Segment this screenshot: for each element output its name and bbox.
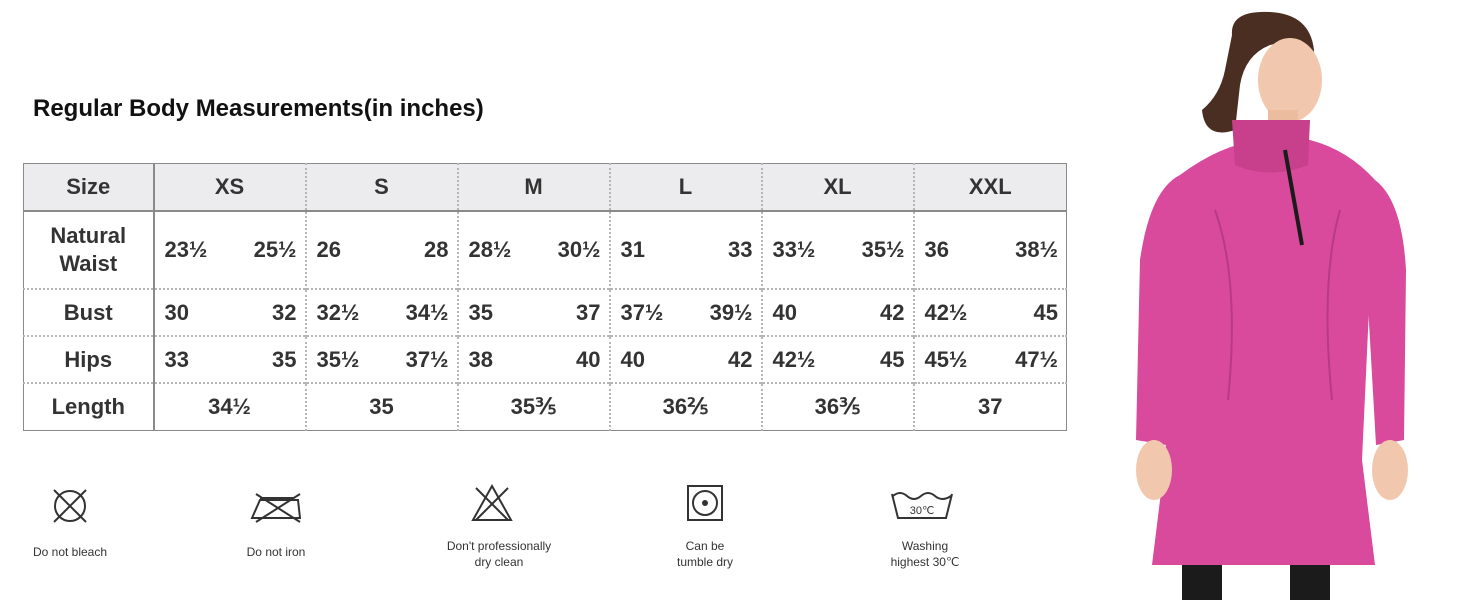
bust-xl-min: 40 (772, 299, 797, 325)
length-m-cell: 35⅗ (458, 383, 610, 431)
bust-s-cell (306, 289, 458, 336)
hips-xxl-min: 45½ (924, 346, 968, 372)
bust-xxl-cell (914, 289, 1067, 336)
page-title: Regular Body Measurements(in inches) (33, 95, 484, 122)
size-header-label: Size (24, 164, 154, 212)
bust-xs-cell (154, 289, 306, 336)
bust-s-min: 32½ (316, 299, 360, 325)
tumble-dry-icon (686, 484, 724, 522)
waist-m-min: 28½ (468, 237, 512, 262)
bust-xl-max: 42 (880, 299, 905, 325)
bust-l-min: 37½ (620, 299, 664, 325)
hips-xxl-max: 47½ (1015, 346, 1058, 372)
size-header-row (24, 164, 1067, 212)
waist-l-max: 33 (728, 237, 753, 262)
wash-temperature: 30℃ (909, 505, 935, 517)
hips-s-cell (306, 336, 458, 383)
bust-label: Bust (24, 289, 154, 336)
waist-xs-cell (154, 211, 306, 289)
do-not-iron-icon (248, 490, 304, 524)
hips-m-cell (458, 336, 610, 383)
model-photo (1120, 0, 1464, 600)
hips-l-min: 40 (620, 346, 645, 372)
tumble-dry-label: Can be tumble dry (676, 539, 734, 569)
hips-m-max: 40 (576, 346, 601, 372)
waist-row (24, 211, 1067, 289)
size-m-header: M (458, 164, 610, 212)
length-row (24, 383, 1067, 431)
bust-xs-min: 30 (164, 299, 189, 325)
waist-l-cell (610, 211, 762, 289)
size-s-header: S (306, 164, 458, 212)
waist-l-min: 31 (620, 237, 645, 262)
length-l-cell: 36⅖ (610, 383, 762, 431)
wash-30-icon (890, 488, 954, 522)
bust-l-cell (610, 289, 762, 336)
hips-label: Hips (24, 336, 154, 383)
waist-xl-cell (762, 211, 914, 289)
waist-xl-max: 35½ (861, 237, 905, 262)
bust-l-max: 39½ (709, 299, 753, 325)
waist-xxl-max: 38½ (1015, 237, 1058, 262)
waist-label (24, 211, 154, 289)
waist-label-line2: Waist (59, 251, 118, 276)
bust-m-min: 35 (468, 299, 493, 325)
bust-s-max: 34½ (405, 299, 449, 325)
size-xs-header: XS (154, 164, 306, 212)
waist-m-cell (458, 211, 610, 289)
hips-l-cell (610, 336, 762, 383)
length-xl-cell: 36⅗ (762, 383, 914, 431)
length-xxl-cell: 37 (914, 383, 1067, 431)
bust-m-cell (458, 289, 610, 336)
do-not-dry-clean-icon (470, 482, 514, 524)
do-not-dry-clean-label: Don't professionally dry clean (446, 539, 552, 569)
waist-xxl-min: 36 (924, 237, 949, 262)
length-label: Length (24, 383, 154, 431)
hips-l-max: 42 (728, 346, 753, 372)
waist-xxl-cell (914, 211, 1067, 289)
hips-xl-max: 45 (880, 346, 905, 372)
waist-xs-max: 25½ (253, 237, 297, 262)
bust-m-max: 37 (576, 299, 601, 325)
size-l-header: L (610, 164, 762, 212)
waist-s-cell (306, 211, 458, 289)
do-not-bleach-icon (50, 486, 90, 526)
hips-m-min: 38 (468, 346, 493, 372)
hips-xs-max: 35 (272, 346, 297, 372)
hips-xs-min: 33 (164, 346, 189, 372)
do-not-iron-label: Do not iron (246, 545, 306, 559)
bust-xs-max: 32 (272, 299, 297, 325)
waist-m-max: 30½ (557, 237, 601, 262)
waist-xl-min: 33½ (772, 237, 816, 262)
do-not-bleach-label: Do not bleach (32, 545, 108, 559)
bust-xxl-min: 42½ (924, 299, 968, 325)
hips-row (24, 336, 1067, 383)
wash-30-label: Washing highest 30℃ (890, 539, 960, 569)
waist-s-max: 28 (424, 237, 449, 262)
hips-s-min: 35½ (316, 346, 360, 372)
bust-xl-cell (762, 289, 914, 336)
size-xl-header: XL (762, 164, 914, 212)
waist-xs-min: 23½ (164, 237, 208, 262)
size-chart-table (23, 163, 1067, 431)
waist-s-min: 26 (316, 237, 341, 262)
bust-row (24, 289, 1067, 336)
length-s-cell: 35 (306, 383, 458, 431)
hips-xs-cell (154, 336, 306, 383)
bust-xxl-max: 45 (1033, 299, 1058, 325)
length-xs-cell: 34½ (154, 383, 306, 431)
waist-label-line1: Natural (50, 223, 127, 248)
size-xxl-header: XXL (914, 164, 1067, 212)
hips-xl-min: 42½ (772, 346, 816, 372)
hips-xl-cell (762, 336, 914, 383)
hips-s-max: 37½ (405, 346, 449, 372)
hips-xxl-cell (914, 336, 1067, 383)
